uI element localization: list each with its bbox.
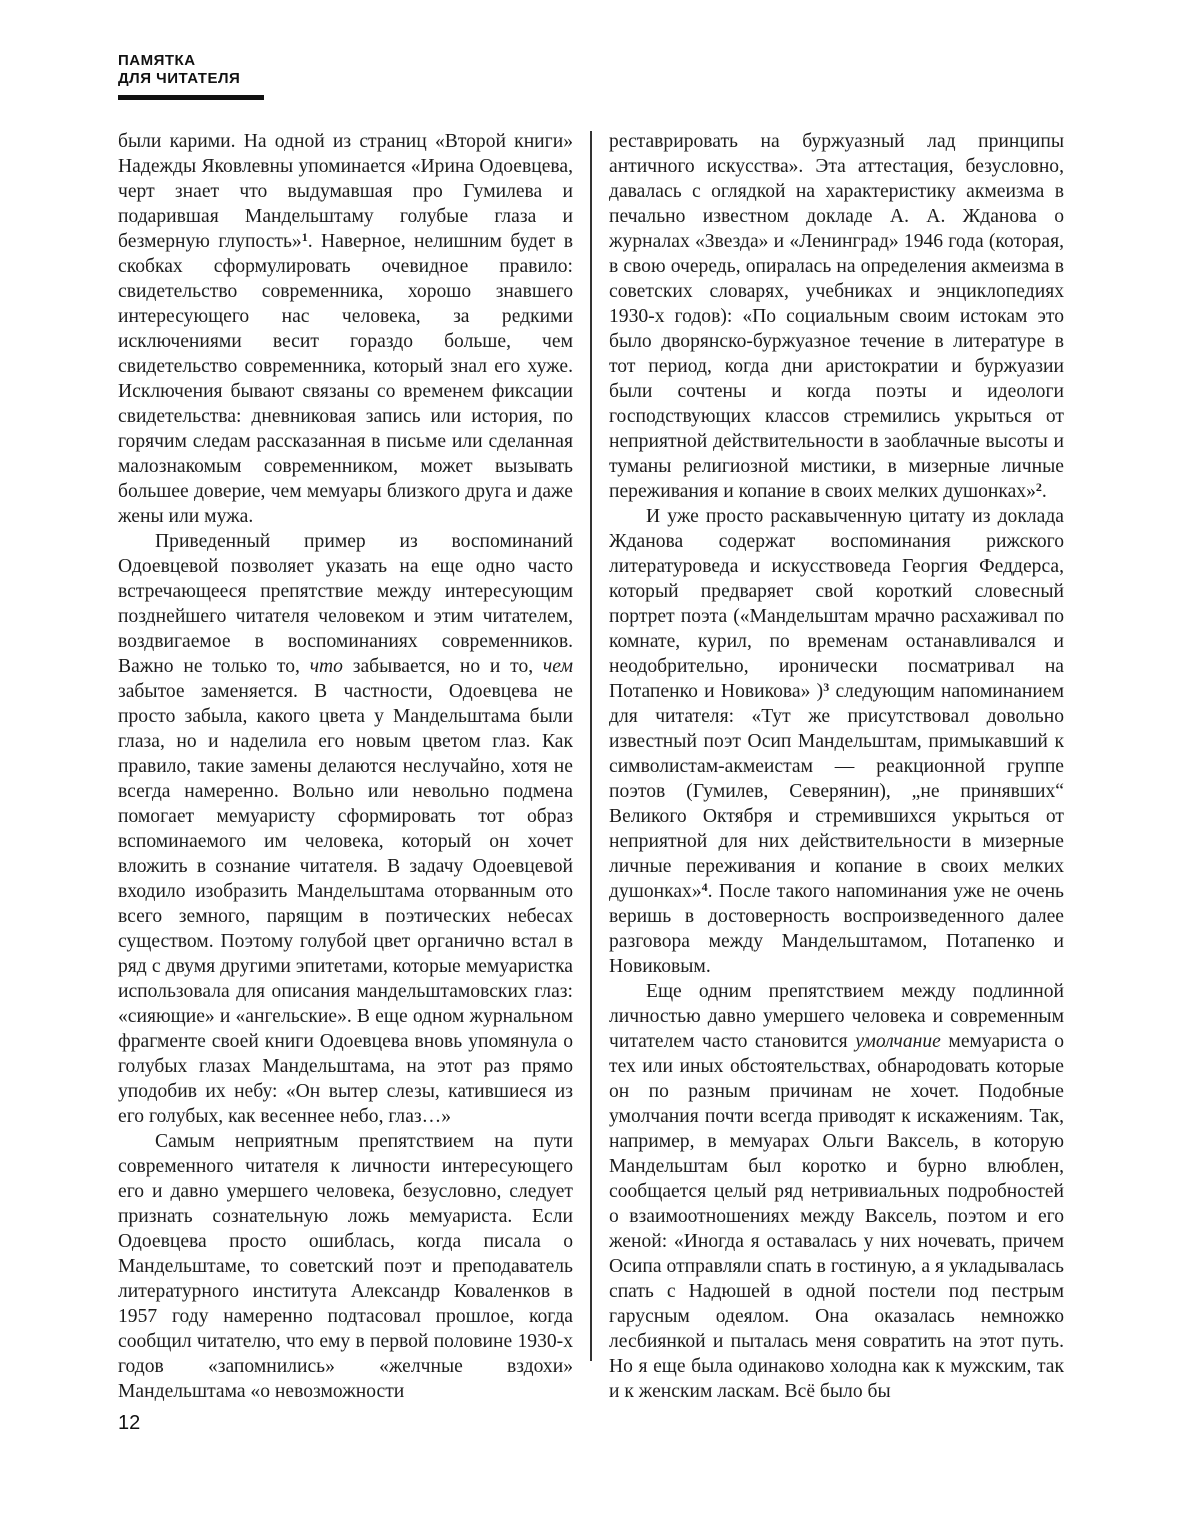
paragraph [118,529,573,1129]
text-run: мемуариста о тех или иных обстоятельствах, обнародовать которые он по разным причинам не хочет. Подобные умолчания почти всегда приводят к искажениям. Так, например, в мемуарах Ольги Ваксель, в которую Мандельштам был коротко и бурно влюблен, сообщается целый ряд нетривиальных подробностей о взаимоотношениях между Ваксель, поэтом и его женой: «Иногда я оставалась у них ночевать, причем Осипа отправляли спать в гостиную, а я укладывалась спать с Надюшей в одной постели под пестрым гарусным одеялом. Она оказалась немножко лесбиянкой и пыталась меня совратить на этот путь. Но я еще была одинаково холодна как к мужским, так и к женским ласкам. Всё было бы [609,1031,1064,1402]
footnote-ref: 4 [701,880,708,894]
paragraph [609,129,1064,504]
text-run: . [1041,481,1047,502]
footnote-ref: 3 [823,680,830,694]
emphasis: что [309,656,343,677]
running-head-line-1: ПАМЯТКА [118,52,196,69]
text-run: забытое заменяется. В частности, Одоевцева не просто забыла, какого цвета у Мандельштама были глаза, но и наделила его новым цветом глаз. Как правило, такие замены делаются неслучайно, хотя не всегда намеренно. Вольно или невольно подмена помогает мемуаристу сформировать тот образ вспоминаемого им человека, который он хочет вложить в сознание читателя. В задачу Одоевцевой входило изобразить Мандельштама оторванным ото всего земного, парящим в поэтических небесах существом. Поэтому голубой цвет органично встал в ряд с двумя другими эпитетами, которые мемуаристка использовала для описания мандельштамовских глаз: «сияющие» и «ангельские». В еще одном журнальном фрагменте своей книги Одоевцева вновь упомянула о голубых глазах Мандельштама, на этот раз прямо уподобив их небу: «Он вытер слезы, катившиеся из его голубых, как весеннее небо, глаз…» [118,681,573,1127]
running-head-line-2: ДЛЯ ЧИТАТЕЛЯ [118,70,241,87]
emphasis: умолчание [855,1031,941,1052]
footnote-ref: 2 [1035,480,1042,494]
header-rule [118,95,264,100]
text-run: Самым неприятным препятствием на пути современного читателя к личности интересующего его и давно умершего человека, безусловно, следует признать сознательную ложь мемуариста. Если Одоевцева просто ошиблась, когда писала о Мандельштаме, то советский поэт и преподаватель литературного института Александр Коваленков в 1957 году намеренно подтасовал прошлое, когда сообщил читателю, что ему в первой половине 1930-х годов «запомнились» «желчные вздохи» Мандельштама «о невозможности [118,1131,573,1402]
text-run: И уже просто раскавыченную цитату из доклада Жданова содержат воспоминания рижского литературоведа и искусствоведа Георгия Феддерса, который предваряет свой короткий словесный портрет поэта («Мандельштам мрачно расхаживал по комнате, курил, по временам останавливался и неодобрительно, иронически посматривал на Потапенко и Новикова» ) [609,506,1064,702]
footnote-ref: 1 [301,230,308,244]
text-run: Еще одним препятствием между подлинной личностью давно умершего человека и современным читателем часто становится [609,981,1064,1052]
column-divider [590,131,592,1361]
text-run: следующим напоминанием для читателя: «Тут же присутствовал довольно известный поэт Осип Мандельштам, примыкавший к символистам-акмеистам — реакционной группе поэтов (Гумилев, Северянин), „не принявших“ Великого Октября и стремившихся укрыться от неприятной для них действительности в мизерные личные переживания и копание в своих мелких душонках» [609,681,1064,902]
text-run: были карими. На одной из страниц «Второй книги» Надежды Яковлевны упоминается «Ирина Одоевцева, черт знает что выдумавшая про Гумилева и подарившая Мандельштаму голубые глаза и безмерную глупость» [118,131,573,252]
text-run: . Наверное, нелишним будет в скобках сформулировать очевидное правило: свидетельство современника, хорошо знавшего интересующего нас человека, за редкими исключениями весит гораздо больше, чем свидетельство современника, который знал его хуже. Исключения бывают связаны со временем фиксации свидетельства: дневниковая запись или история, по горячим следам рассказанная в письме или сделанная малознакомым современником, может вызывать большее доверие, чем мемуары близкого друга и даже жены или мужа. [118,231,573,527]
text-run: забывается, но и то, [342,656,543,677]
paragraph [609,504,1064,979]
paragraph [118,1129,573,1404]
text-run: реставрировать на буржуазный лад принципы античного искусства». Эта аттестация, безусловно, давалась с оглядкой на характеристику акмеизма в печально известном докладе А. А. Жданова о журналах «Звезда» и «Ленинград» 1946 года (которая, в свою очередь, опиралась на определения акмеизма в советских словарях, учебниках и энциклопедиях 1930-х годов): «По социальным своим истокам это было дворянско-буржуазное течение в литературе в тот период, когда дни аристократии и буржуазии были сочтены и когда поэты и идеологи господствующих классов стремились укрыться от неприятной действительности в заоблачные высоты и туманы религиозной мистики, в мизерные личные переживания и копание в своих мелких душонках» [609,131,1064,502]
paragraph [609,979,1064,1404]
emphasis: чем [542,656,573,677]
text-column-right [609,129,1064,1404]
page-number: 12 [118,1412,141,1434]
text-run: Приведенный пример из воспоминаний Одоевцевой позволяет указать на еще одно часто встречающееся препятствие между интересующим позднейшего читателя человеком и этим читателем, воздвигаемое в воспоминаниях современников. Важно не только то, [118,531,573,677]
running-head [118,52,240,88]
text-column-left [118,129,573,1404]
paragraph [118,129,573,529]
text-run: . После такого напоминания уже не очень веришь в достоверность воспроизведенного далее разговора между Мандельштамом, Потапенко и Новиковым. [609,881,1064,977]
